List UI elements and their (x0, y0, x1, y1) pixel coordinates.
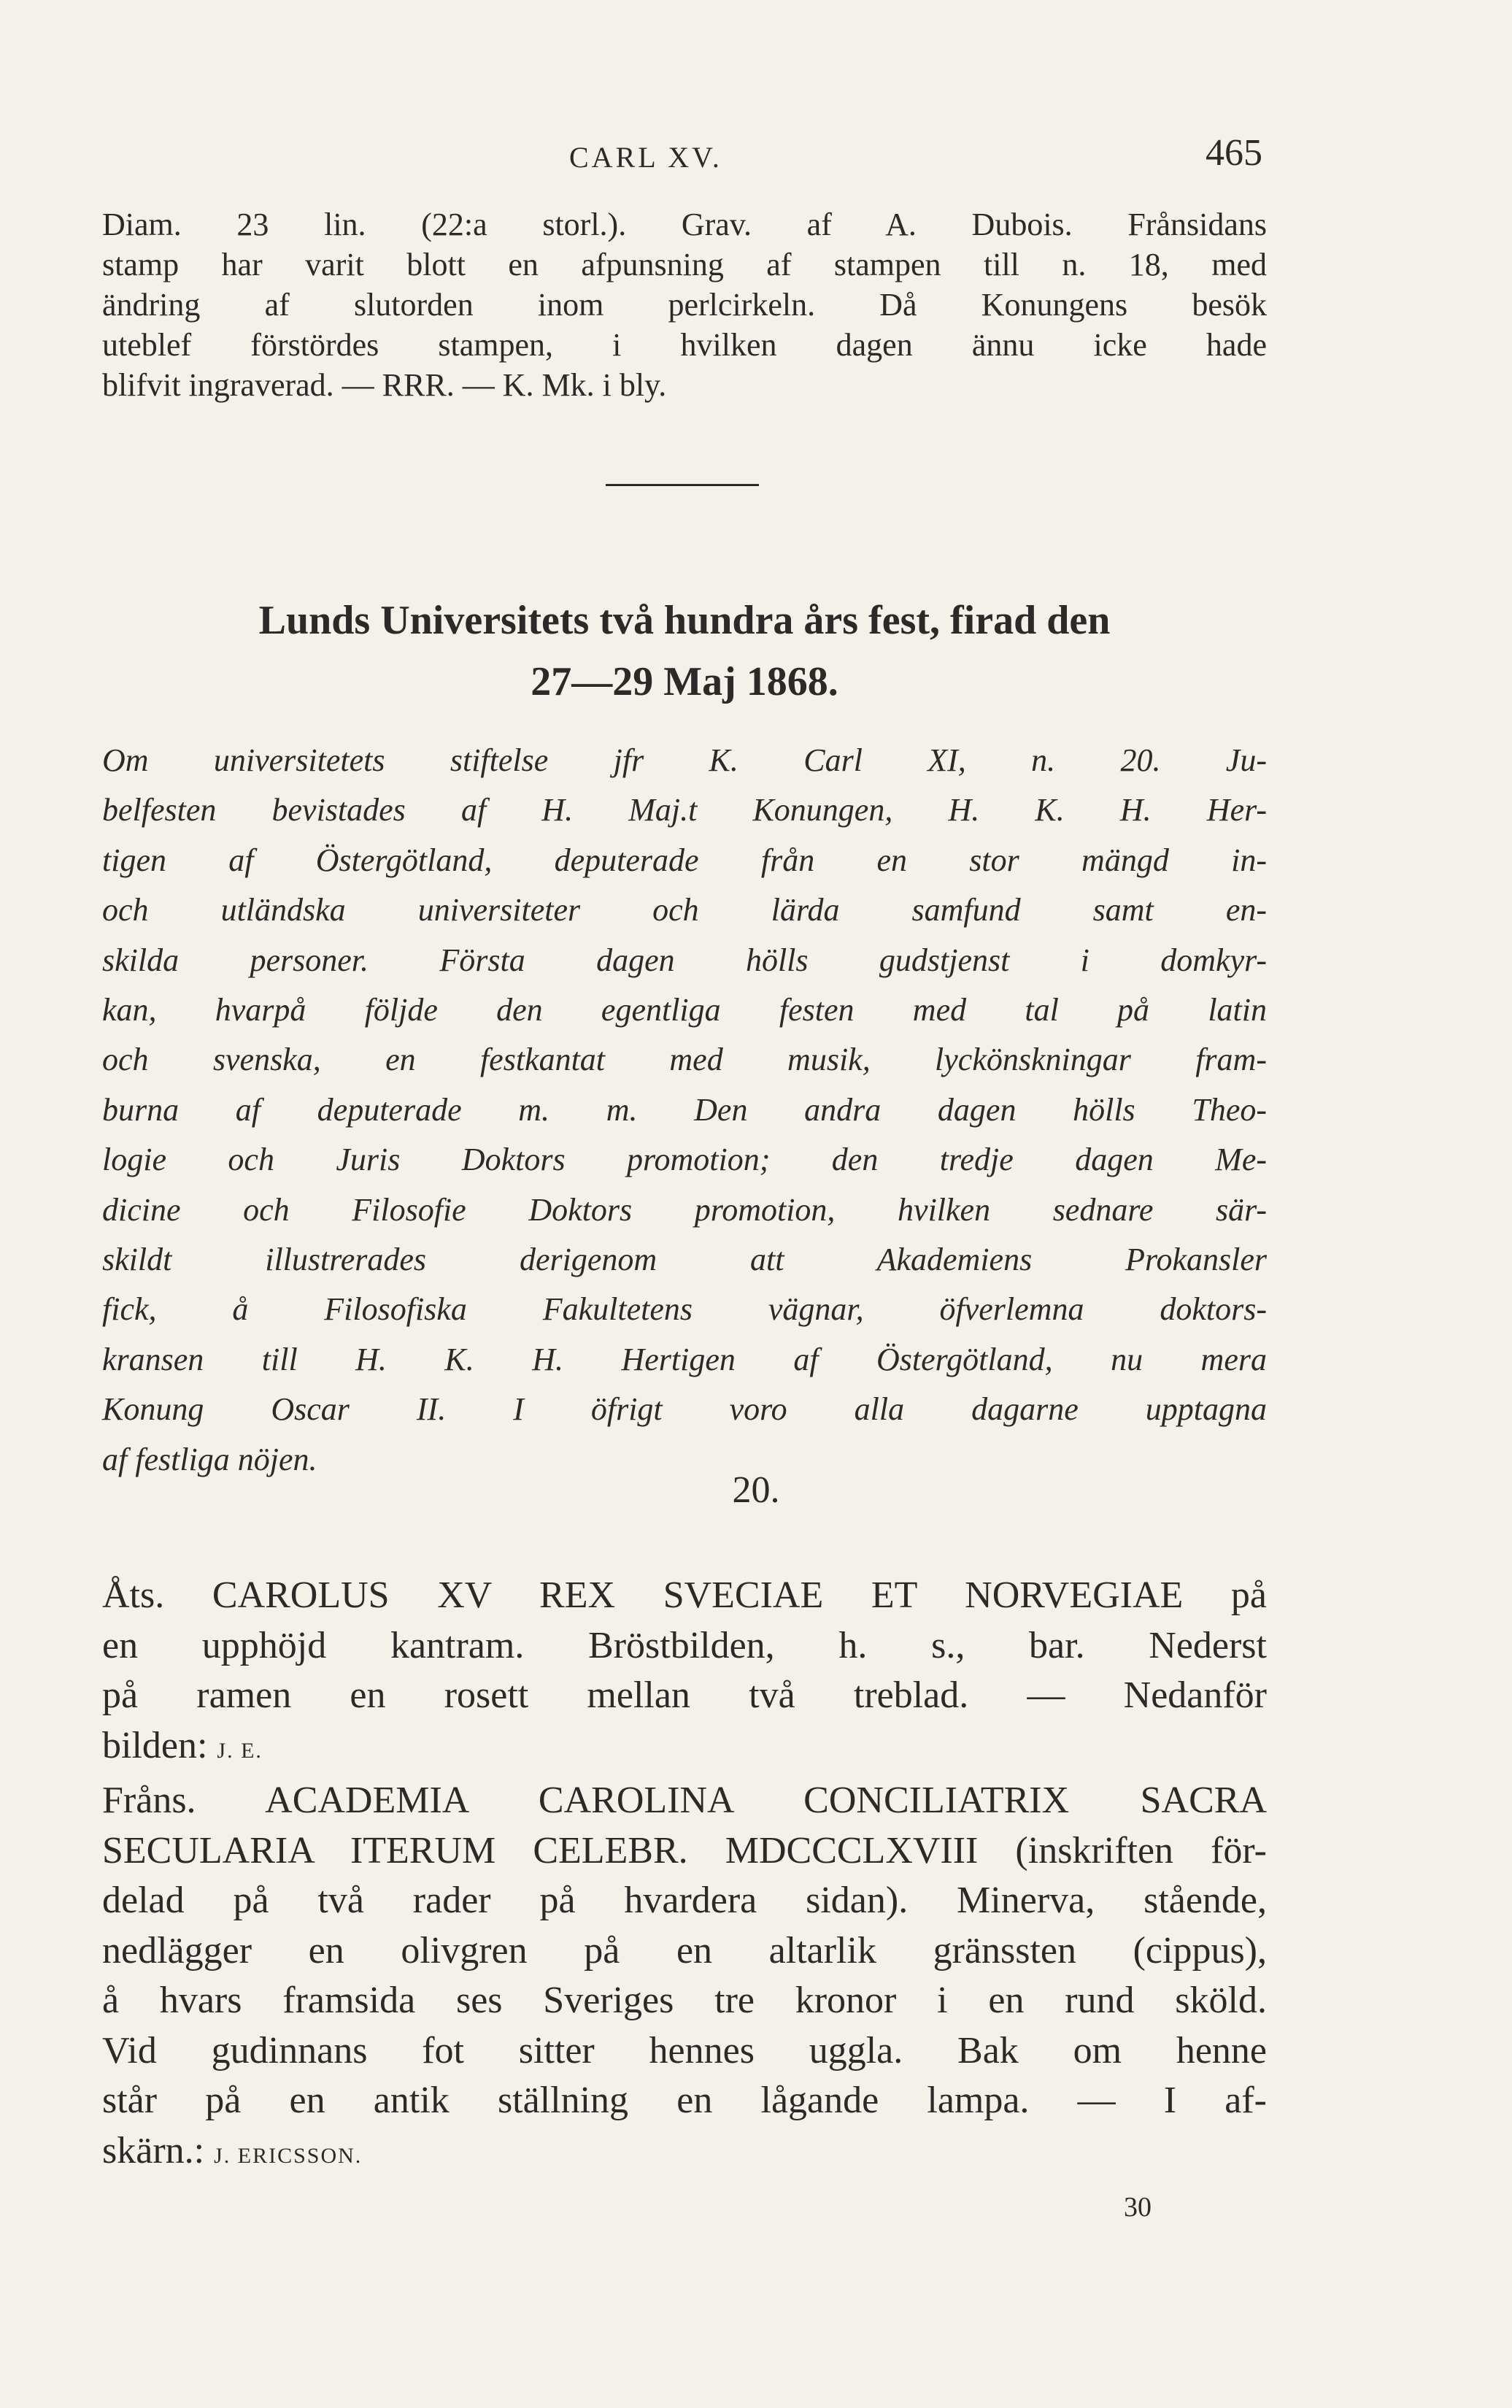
section-divider (606, 484, 759, 486)
text-line: af festliga nöjen. (102, 1441, 317, 1477)
text-line: dicine och Filosofie Doktors promotion, hvilken sednare sär- (102, 1191, 1267, 1228)
reverse-line: står på en antik ställning en lågande lampa. — I af- (102, 2080, 1267, 2121)
medal-number: 20. (732, 1469, 780, 1511)
text-line: belfesten bevistades af H. Maj.t Konungen, H. K. H. Her- (102, 792, 1267, 828)
reverse-line: Vid gudinnans fot sitter hennes uggla. Bak om henne (102, 2029, 1267, 2072)
reverse-line: SECULARIA ITERUM CELEBR. MDCCCLXVIII (inskriften för- (102, 1829, 1267, 1872)
text-line: ändring af slutorden inom perlcirkeln. Då Konungens besök (102, 287, 1267, 323)
text-line: Konung Oscar II. I öfrigt voro alla dagarne upptagna (102, 1391, 1267, 1428)
obverse-last-line (102, 1721, 1267, 1777)
signature-mark: 30 (1124, 2192, 1152, 2223)
engraver-initials: J. E. (217, 1738, 263, 1763)
text-line: och svenska, en festkantat med musik, lyckönskningar fram- (102, 1042, 1267, 1078)
running-head: CARL XV. (569, 141, 722, 174)
text-line: kan, hvarpå följde den egentliga festen med tal på latin (102, 992, 1267, 1028)
obverse-line: Åts. CAROLUS XV REX SVECIAE ET NORVEGIAE på (102, 1574, 1267, 1616)
reverse-line: Fråns. ACADEMIA CAROLINA CONCILIATRIX SACRA (102, 1780, 1267, 1821)
medal-description (102, 1571, 1267, 2181)
section-title (102, 590, 1267, 712)
title-line: 27—29 Maj 1868. (531, 659, 838, 704)
obverse-line: en upphöjd kantram. Bröstbilden, h. s., bar. Nederst (102, 1624, 1267, 1666)
text-line: burna af deputerade m. m. Den andra dagen hölls Theo- (102, 1091, 1267, 1128)
reverse-last-line (102, 2126, 1267, 2182)
text-line: tigen af Östergötland, deputerade från en stor mängd in- (102, 842, 1267, 878)
obverse-label: bilden: (102, 1724, 208, 1766)
intro-paragraph (102, 204, 1267, 405)
text-line: fick, å Filosofiska Fakultetens vägnar, öfverlemna doktors- (102, 1291, 1267, 1328)
text-line: uteblef förstördes stampen, i hvilken dagen ännu icke hade (102, 327, 1267, 363)
reverse-line: å hvars framsida ses Sveriges tre kronor i en rund sköld. (102, 1980, 1267, 2021)
text-line: logie och Juris Doktors promotion; den tredje dagen Me- (102, 1142, 1267, 1178)
reverse-line: delad på två rader på hvardera sidan). Minerva, stående, (102, 1880, 1267, 1921)
text-line: kransen till H. K. H. Hertigen af Östergötland, nu mera (102, 1341, 1267, 1377)
page-number: 465 (1206, 132, 1262, 174)
title-line: Lunds Universitets två hundra års fest, firad den (258, 598, 1111, 643)
text-line: stamp har varit blott en afpunsning af stampen till n. 18, med (102, 247, 1267, 282)
reverse-line: nedlägger en olivgren på en altarlik gränssten (cippus), (102, 1929, 1267, 1972)
reverse-label: skärn.: (102, 2129, 205, 2172)
text-line: och utländska universiteter och lärda samfund samt en- (102, 892, 1267, 928)
page-header (0, 131, 1512, 182)
engraver-name: J. ERICSSON. (214, 2143, 363, 2168)
text-line: skilda personer. Första dagen hölls gudstjenst i domkyr- (102, 942, 1267, 978)
italic-paragraph (102, 736, 1267, 1485)
text-line: skildt illustrerades derigenom att Akademiens Prokansler (102, 1242, 1267, 1278)
text-line: blifvit ingraverad. — RRR. — K. Mk. i bly. (102, 367, 667, 403)
text-line: Diam. 23 lin. (22:a storl.). Grav. af A. Dubois. Frånsidans (102, 207, 1267, 242)
obverse-line: på ramen en rosett mellan två treblad. — Nedanför (102, 1674, 1267, 1716)
text-line: Om universitetets stiftelse jfr K. Carl XI, n. 20. Ju- (102, 742, 1267, 778)
